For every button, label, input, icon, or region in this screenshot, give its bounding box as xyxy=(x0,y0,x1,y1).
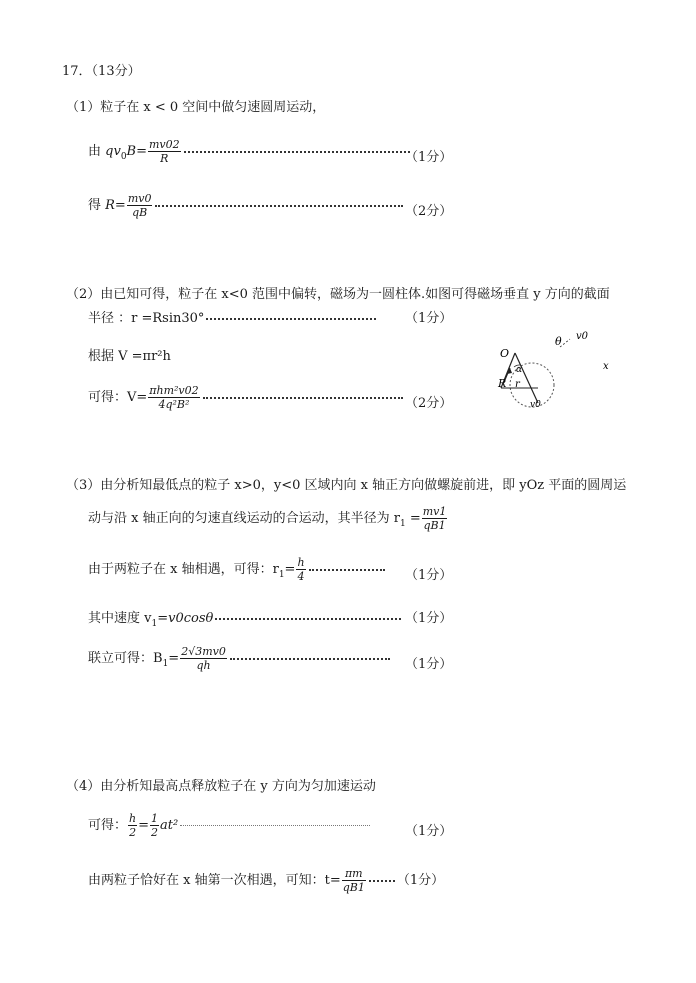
part2-radius-text: 半径 ：r =Rsin30° xyxy=(88,311,205,326)
part2-line3: 根据 V =πr²h xyxy=(88,349,171,364)
part1-eq1 xyxy=(88,138,412,165)
part3-line5-eq: = xyxy=(168,651,180,666)
part4-line2-rest: at² xyxy=(160,818,179,833)
part3-line5-points: （1分） xyxy=(405,657,453,672)
part3-line3-dots xyxy=(309,569,385,571)
part3-line2-lead: 动与沿 x 轴正向的匀速直线运动的合运动，其半径为 r xyxy=(88,511,400,526)
part3-h-num: h xyxy=(297,556,305,569)
eq2-leader-dots xyxy=(155,205,403,207)
part3-b1-fraction xyxy=(180,645,227,672)
magnetic-field-diagram xyxy=(490,325,630,420)
part2-line2 xyxy=(88,307,378,326)
part3-line4-lead: 其中速度 v xyxy=(88,611,152,626)
part4-line2 xyxy=(88,812,370,839)
problem-header: 17．（13分） xyxy=(62,64,141,79)
eq2-den: qB xyxy=(127,205,153,219)
part3-line5-lead: 联立可得：B xyxy=(88,651,163,666)
part2-vol-den: 4q²B² xyxy=(148,397,199,411)
part4-t-fraction xyxy=(342,867,366,894)
part3-h4-fraction xyxy=(296,556,305,583)
part3-b1-num: 2√3mv0 xyxy=(181,645,226,658)
part3-line4 xyxy=(88,607,403,629)
part3-line2 xyxy=(88,505,448,532)
label-R: R xyxy=(498,377,507,390)
eq1-leader-dots xyxy=(184,151,410,153)
eq2-fraction xyxy=(127,192,153,219)
part4-line2-dots xyxy=(180,825,370,826)
part3-line2-sub: 1 xyxy=(399,519,406,529)
part2-line4-points: （2分） xyxy=(405,396,453,411)
part4-half-fraction xyxy=(150,812,159,839)
part1-intro: （1）粒子在 x < 0 空间中做匀速圆周运动， xyxy=(66,100,326,115)
part4-h-den: 2 xyxy=(129,826,137,839)
part3-line3 xyxy=(88,556,387,583)
part3-line5-sub: 1 xyxy=(162,659,169,669)
part2-line4-dots xyxy=(203,397,403,399)
label-r: r xyxy=(515,379,520,390)
eq2-num: mv0 xyxy=(127,192,152,205)
part3-h-den: 4 xyxy=(297,570,305,583)
part3-line5 xyxy=(88,645,392,672)
part3-line3-eq: = xyxy=(284,562,296,577)
eq1-lhs: qv xyxy=(105,144,121,159)
eq1-lead: 由 xyxy=(88,144,106,159)
eq2-points: （2分） xyxy=(405,204,453,219)
part3-radius-num: mv1 xyxy=(422,505,447,518)
eq1-sub: 0 xyxy=(120,152,127,162)
label-theta: θ xyxy=(555,335,562,348)
radius-line-right xyxy=(515,353,538,403)
eq1-fraction xyxy=(148,138,181,165)
eq1-num: mv02 xyxy=(149,138,180,151)
part3-line4-rest: =v0cosθ xyxy=(157,611,214,626)
part3-line3-points: （1分） xyxy=(405,568,453,583)
part2-vol-num: πhm²v02 xyxy=(149,384,199,397)
label-O: O xyxy=(500,347,510,360)
part2-intro: （2）由已知可得，粒子在 x<0 范围中偏转，磁场为一圆柱体.如图可得磁场垂直 y 方向的截面 xyxy=(66,287,610,302)
part3-line3-sub: 1 xyxy=(278,570,285,580)
part2-line4-lead: 可得：V= xyxy=(88,390,148,405)
part4-line3-lead: 由两粒子恰好在 x 轴第一次相遇，可知：t= xyxy=(88,873,341,888)
part3-line5-dots xyxy=(230,658,390,660)
label-v0-top: v0 xyxy=(576,331,589,342)
part2-line2-points: （1分） xyxy=(405,311,453,326)
part3-line3-lead: 由于两粒子在 x 轴相遇，可得：r xyxy=(88,562,279,577)
part3-line2-eq: = xyxy=(405,511,421,526)
part3-radius-fraction xyxy=(422,505,448,532)
label-v0-bottom: v0 xyxy=(530,400,541,410)
label-x: x xyxy=(603,361,609,372)
part4-one-num: 1 xyxy=(151,812,159,825)
part3-b1-den: qh xyxy=(180,658,227,672)
eq2-lhs: R= xyxy=(105,198,126,213)
part4-line3-dots xyxy=(369,880,395,882)
part3-radius-den: qB1 xyxy=(423,519,446,532)
part2-volume-fraction xyxy=(148,384,199,411)
eq1-points: （1分） xyxy=(405,150,453,165)
part3-intro: （3）由分析知最低点的粒子 x>0，y<0 区域内向 x 轴正方向做螺旋前进，即 yOz 平面的圆周运 xyxy=(66,478,627,493)
part4-h2-fraction xyxy=(128,812,137,839)
eq2-lead: 得 xyxy=(88,198,106,213)
part4-h-num: h xyxy=(129,812,137,825)
part2-line2-dots xyxy=(206,318,376,320)
part4-two-den: 2 xyxy=(151,826,159,839)
part4-line2-points: （1分） xyxy=(405,824,453,839)
part1-eq2 xyxy=(88,192,405,219)
part4-t-num: πm xyxy=(344,867,363,880)
part4-intro: （4）由分析知最高点释放粒子在 y 方向为匀加速运动 xyxy=(66,779,376,794)
part4-line2-eq: = xyxy=(138,818,150,833)
part4-line2-lead: 可得： xyxy=(88,818,128,833)
part3-line4-sub: 1 xyxy=(151,619,158,629)
eq1-lhs2: B= xyxy=(126,144,147,159)
part3-line4-dots xyxy=(215,618,401,620)
part2-line4 xyxy=(88,384,405,411)
part4-line3-points: （1分） xyxy=(396,873,445,888)
part4-t-den: qB1 xyxy=(342,881,365,894)
part3-line4-points: （1分） xyxy=(405,611,453,626)
part4-line3 xyxy=(88,867,444,894)
label-alpha: α xyxy=(516,365,523,375)
eq1-den: R xyxy=(148,151,181,165)
